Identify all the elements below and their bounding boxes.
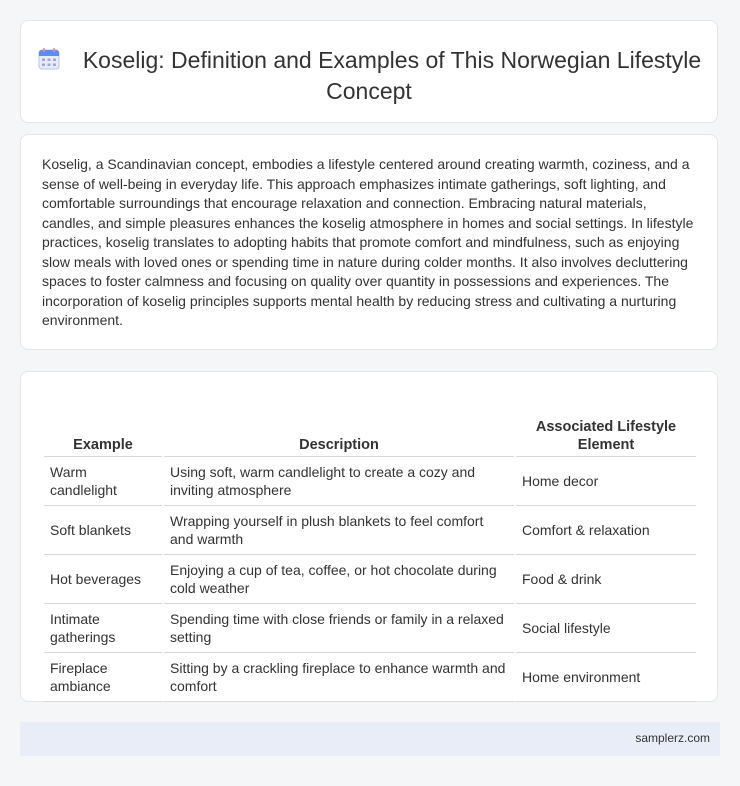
header-description: Description [164, 392, 514, 457]
cell-description: Spending time with close friends or family in a relaxed setting [164, 604, 514, 653]
table-row [44, 653, 696, 702]
table-row [44, 604, 696, 653]
footer [20, 722, 720, 756]
cell-example: Hot beverages [44, 555, 162, 604]
cell-example: Soft blankets [44, 506, 162, 555]
table-row [44, 555, 696, 604]
table-row [44, 457, 696, 506]
header-example: Example [44, 392, 162, 457]
table-row [44, 506, 696, 555]
cell-description: Wrapping yourself in plush blankets to feel comfort and warmth [164, 506, 514, 555]
cell-lifestyle-element: Comfort & relaxation [516, 506, 696, 555]
cell-lifestyle-element: Food & drink [516, 555, 696, 604]
cell-description: Using soft, warm candlelight to create a cozy and inviting atmosphere [164, 457, 514, 506]
cell-lifestyle-element: Home decor [516, 457, 696, 506]
cell-example: Warm candlelight [44, 457, 162, 506]
intro-paragraph: Koselig, a Scandinavian concept, embodies a lifestyle centered around creating warmth, coziness, and a sense of well-being in everyday life. This approach emphasizes intimate gatherings, soft lighting, and comfortable surroundings that encourage relaxation and connection. Embracing natural materials, candles, and simple pleasures enhances the koselig atmosphere in homes and social settings. In lifestyle practices, koselig translates to adopting habits that promote comfort and mindfulness, such as enjoying slow meals with loved ones or spending time in nature during colder months. It also involves decluttering spaces to foster calmness and focusing on quality over quantity in possessions and experiences. The incorporation of koselig principles supports mental health by reducing stress and cultivating a nurturing environment. [42, 156, 694, 328]
header-lifestyle-element: Associated Lifestyle Element [516, 392, 696, 457]
title-card [20, 20, 718, 123]
page-title: Koselig: Definition and Examples of This Norwegian Lifestyle Concept [82, 47, 702, 104]
title-wrap [21, 45, 717, 106]
calendar-icon [37, 47, 61, 76]
cell-description: Enjoying a cup of tea, coffee, or hot chocolate during cold weather [164, 555, 514, 604]
table-card [20, 371, 718, 702]
cell-example: Intimate gatherings [44, 604, 162, 653]
footer-site-link[interactable]: samplerz.com [635, 731, 710, 745]
cell-lifestyle-element: Social lifestyle [516, 604, 696, 653]
intro-card [20, 134, 718, 350]
cell-description: Sitting by a crackling fireplace to enhance warmth and comfort [164, 653, 514, 702]
examples-table [42, 392, 698, 702]
cell-lifestyle-element: Home environment [516, 653, 696, 702]
cell-example: Fireplace ambiance [44, 653, 162, 702]
table-header-row [44, 392, 696, 457]
